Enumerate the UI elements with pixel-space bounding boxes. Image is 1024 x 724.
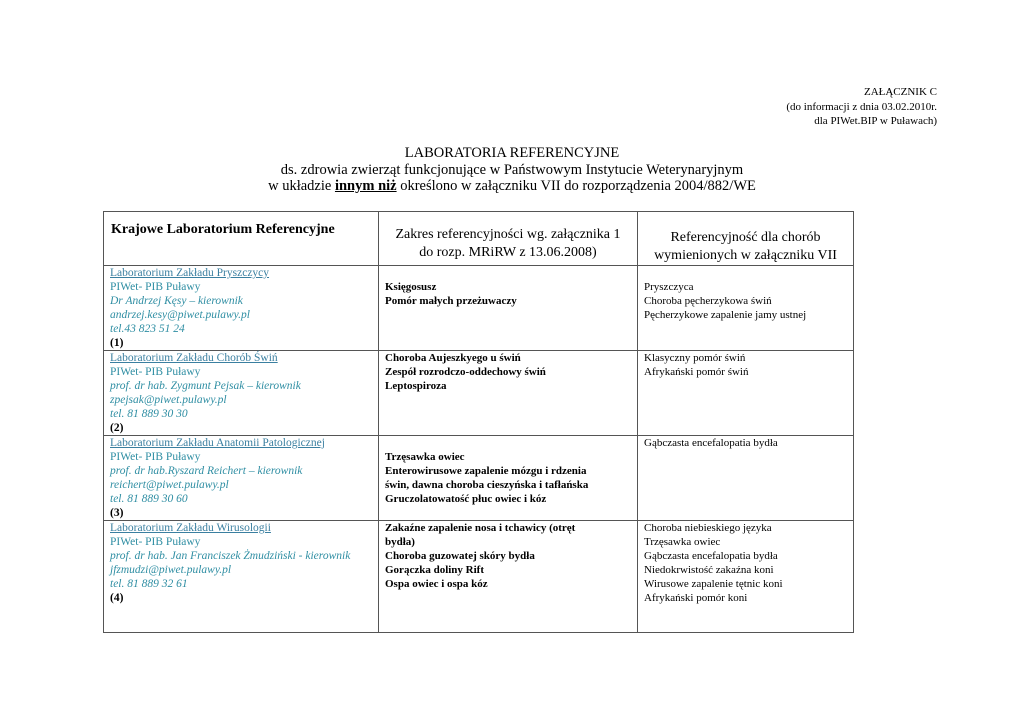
scope-item: Zakaźne zapalenie nosa i tchawicy (otręt bbox=[385, 522, 576, 534]
scope-item: Choroba guzowatej skóry bydła bbox=[385, 550, 535, 562]
lab-institute: PIWet- PIB Puławy bbox=[110, 451, 201, 463]
reference-labs-table bbox=[103, 211, 854, 633]
header-diseases bbox=[638, 212, 854, 266]
scope-cell bbox=[379, 351, 638, 436]
scope-cell bbox=[379, 521, 638, 633]
lab-number: (4) bbox=[110, 592, 124, 604]
lab-name-link[interactable]: Laboratorium Zakładu Chorób Świń bbox=[110, 352, 278, 364]
disease-item: Gąbczasta encefalopatia bydła bbox=[644, 437, 778, 449]
lab-phone: tel. 81 889 30 30 bbox=[110, 408, 188, 420]
lab-institute: PIWet- PIB Puławy bbox=[110, 281, 201, 293]
disease-item: Trzęsawka owiec bbox=[644, 536, 721, 548]
table-row bbox=[104, 521, 854, 633]
table-header-row bbox=[104, 212, 854, 266]
scope-item: Ospa owiec i ospa kóz bbox=[385, 578, 488, 590]
disease-item: Wirusowe zapalenie tętnic koni bbox=[644, 578, 783, 590]
lab-cell bbox=[104, 266, 379, 351]
lab-head: prof. dr hab.Ryszard Reichert – kierownik bbox=[110, 465, 303, 477]
title-line-3-pre: w układzie bbox=[268, 178, 335, 194]
scope-item: Enterowirusowe zapalenie mózgu i rdzenia bbox=[385, 465, 587, 477]
header-scope-line-2: do rozp. MRiRW z 13.06.2008) bbox=[419, 245, 597, 260]
lab-institute: PIWet- PIB Puławy bbox=[110, 536, 201, 548]
scope-cell bbox=[379, 266, 638, 351]
header-diseases-line-1: Referencyjność dla chorób bbox=[670, 230, 821, 245]
lab-email[interactable]: jfzmudzi@piwet.pulawy.pl bbox=[110, 564, 232, 576]
disease-item: Choroba pęcherzykowa świń bbox=[644, 295, 772, 307]
lab-name-link[interactable]: Laboratorium Zakładu Anatomii Patologicznej bbox=[110, 437, 325, 449]
disease-item: Pęcherzykowe zapalenie jamy ustnej bbox=[644, 309, 807, 321]
lab-phone: tel. 81 889 32 61 bbox=[110, 578, 188, 590]
attachment-source: dla PIWet.BIP w Puławach) bbox=[814, 115, 937, 127]
lab-institute: PIWet- PIB Puławy bbox=[110, 366, 201, 378]
lab-head: prof. dr hab. Jan Franciszek Żmudziński - kierownik bbox=[110, 550, 351, 562]
lab-phone: tel. 81 889 30 60 bbox=[110, 493, 188, 505]
table-row bbox=[104, 266, 854, 351]
attachment-info: (do informacji z dnia 03.02.2010r. bbox=[786, 100, 937, 113]
table-row bbox=[104, 436, 854, 521]
disease-item: Niedokrwistość zakaźna koni bbox=[644, 564, 774, 576]
header-lab: Krajowe Laboratorium Referencyjne bbox=[104, 212, 379, 266]
scope-item: Księgosusz bbox=[385, 281, 437, 293]
header-scope-line-1: Zakres referencyjności wg. załącznika 1 bbox=[395, 227, 621, 242]
attachment-header bbox=[786, 85, 937, 129]
scope-item: Choroba Aujeszkyego u świń bbox=[385, 352, 521, 364]
disease-item: Choroba niebieskiego języka bbox=[644, 522, 772, 534]
disease-item: Klasyczny pomór świń bbox=[644, 352, 746, 364]
lab-cell bbox=[104, 351, 379, 436]
scope-item: świn, dawna choroba cieszyńska i tafłańska bbox=[385, 479, 589, 491]
lab-name-link[interactable]: Laboratorium Zakładu Wirusologii bbox=[110, 522, 271, 534]
title-line-2: ds. zdrowia zwierząt funkcjonujące w Państwowym Instytucie Weterynaryjnym bbox=[280, 161, 744, 178]
scope-item: Leptospiroza bbox=[385, 380, 447, 392]
lab-phone: tel.43 823 51 24 bbox=[110, 323, 185, 335]
diseases-cell bbox=[638, 436, 854, 521]
scope-item: Trzęsawka owiec bbox=[385, 451, 465, 463]
scope-cell bbox=[379, 436, 638, 521]
scope-item: Zespół rozrodczo-oddechowy świń bbox=[385, 366, 546, 378]
lab-number: (1) bbox=[110, 337, 124, 349]
header-scope bbox=[379, 212, 638, 266]
document-title bbox=[0, 145, 1024, 195]
scope-item: Pomór małych przeżuwaczy bbox=[385, 295, 517, 307]
diseases-cell bbox=[638, 351, 854, 436]
header-diseases-line-2: wymienionych w załączniku VII bbox=[654, 248, 837, 263]
disease-item: Gąbczasta encefalopatia bydła bbox=[644, 550, 778, 562]
disease-item: Afrykański pomór koni bbox=[644, 592, 748, 604]
lab-number: (3) bbox=[110, 507, 124, 519]
title-line-3 bbox=[0, 178, 1024, 195]
scope-item: Gorączka doliny Rift bbox=[385, 564, 484, 576]
lab-number: (2) bbox=[110, 422, 124, 434]
table-row bbox=[104, 351, 854, 436]
title-line-3-post: określono w załączniku VII do rozporządzenia 2004/882/WE bbox=[396, 178, 756, 194]
lab-name-link[interactable]: Laboratorium Zakładu Pryszczycy bbox=[110, 267, 270, 279]
title-line-1: LABORATORIA REFERENCYJNE bbox=[404, 145, 620, 161]
lab-head: prof. dr hab. Zygmunt Pejsak – kierownik bbox=[110, 380, 301, 392]
lab-email[interactable]: zpejsak@piwet.pulawy.pl bbox=[110, 394, 227, 406]
title-line-3-bold: innym niż bbox=[334, 178, 397, 194]
diseases-cell bbox=[638, 521, 854, 633]
lab-cell bbox=[104, 521, 379, 633]
scope-item: bydła) bbox=[385, 536, 415, 548]
disease-item: Afrykański pomór świń bbox=[644, 366, 749, 378]
diseases-cell bbox=[638, 266, 854, 351]
lab-head: Dr Andrzej Kęsy – kierownik bbox=[110, 295, 243, 307]
lab-cell bbox=[104, 436, 379, 521]
disease-item: Pryszczyca bbox=[644, 281, 694, 293]
lab-email[interactable]: reichert@piwet.pulawy.pl bbox=[110, 479, 229, 491]
scope-item: Gruczolatowatość płuc owiec i kóz bbox=[385, 493, 547, 505]
lab-email[interactable]: andrzej.kesy@piwet.pulawy.pl bbox=[110, 309, 250, 321]
attachment-label: ZAŁĄCZNIK C bbox=[863, 86, 937, 98]
